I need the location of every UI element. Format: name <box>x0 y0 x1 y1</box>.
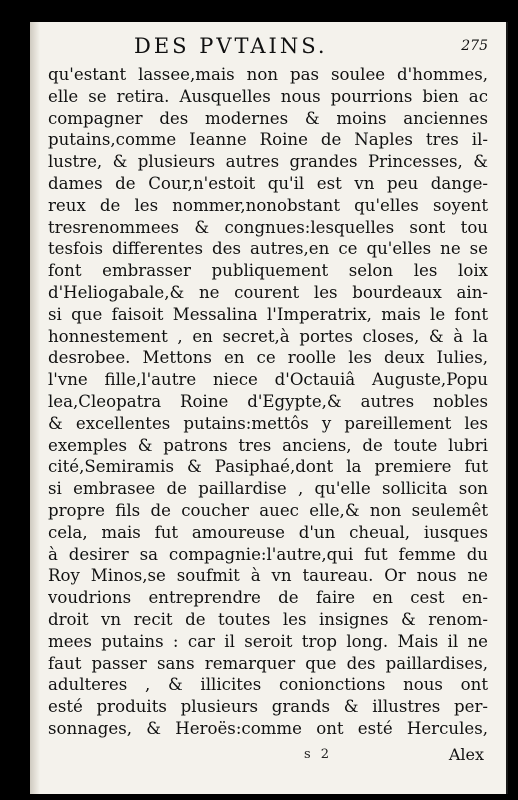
text-line: qu'estant lassee,mais non pas soulee d'hommes, <box>48 65 488 84</box>
text-line: l'vne fille,l'autre niece d'Octauiâ Auguste,Popu <box>48 370 488 390</box>
text-line: si embrasee de paillardise , qu'elle sollicita son <box>48 479 488 499</box>
text-line: tesfois differentes des autres,en ce qu'elles ne se <box>48 239 488 259</box>
page-header <box>30 34 506 62</box>
text-line: mees putains : car il seroit trop long. Mais il ne <box>48 631 488 651</box>
text-line: cité,Semiramis & Pasiphaé,dont la premiere fut <box>48 457 488 477</box>
text-line: esté produits plusieurs grands & illustres per- <box>48 697 488 717</box>
running-head: DES PVTAINS. <box>134 34 328 58</box>
text-line: adulteres , & illicites conionctions nous ont <box>48 675 488 695</box>
text-line: droit vn recit de toutes les insignes & renom- <box>48 609 488 629</box>
text-line: voudrions entreprendre de faire en cest en- <box>48 588 488 608</box>
page-footer <box>30 747 506 771</box>
gutter-shadow <box>30 22 40 794</box>
text-line: putains,comme Ieanne Roine de Naples tres il- <box>48 130 488 150</box>
catchword: Alex <box>448 745 484 764</box>
text-line: exemples & patrons tres anciens, de toute lubri <box>48 435 488 455</box>
book-page <box>30 22 508 794</box>
text-line: honnestement , en secret,à portes closes, & à la <box>48 326 488 346</box>
text-line: à desirer sa compagnie:l'autre,qui fut femme du <box>48 544 488 564</box>
text-line: sonnages, & Heroës:comme ont esté Hercules, <box>48 718 488 738</box>
signature-mark: s 2 <box>304 747 333 762</box>
page-number: 275 <box>461 38 488 54</box>
text-line: compagner des modernes & moins anciennes <box>48 108 488 128</box>
text-line: dames de Cour,n'estoit qu'il est vn peu dange- <box>48 173 488 193</box>
text-line: desrobee. Mettons en ce roolle les deux Iulies, <box>48 348 488 368</box>
text-line: tresrenommees & congnues:lesquelles sont tou <box>48 217 488 237</box>
text-line: d'Heliogabale,& ne courent les bourdeaux ain- <box>48 282 488 302</box>
text-line: & excellentes putains:mettôs y pareillement les <box>48 413 488 433</box>
text-line: faut passer sans remarquer que des paillardises, <box>48 653 488 673</box>
text-line: si que faisoit Messalina l'Imperatrix, mais le font <box>48 304 488 324</box>
text-line: lea,Cleopatra Roine d'Egypte,& autres nobles <box>48 391 488 411</box>
body-text <box>48 64 488 740</box>
text-line: font embrasser publiquement selon les loix <box>48 261 488 281</box>
text-line: lustre, & plusieurs autres grandes Princesses, & <box>48 152 488 172</box>
text-line: Roy Minos,se soufmit à vn taureau. Or nous ne <box>48 566 488 586</box>
text-line: reux de les nommer,nonobstant qu'elles soyent <box>48 195 488 215</box>
text-line: elle se retira. Ausquelles nous pourrions bien ac <box>48 86 488 106</box>
text-line: propre fils de coucher auec elle,& non seulemêt <box>48 500 488 520</box>
text-line: cela, mais fut amoureuse d'un cheual, iusques <box>48 522 488 542</box>
